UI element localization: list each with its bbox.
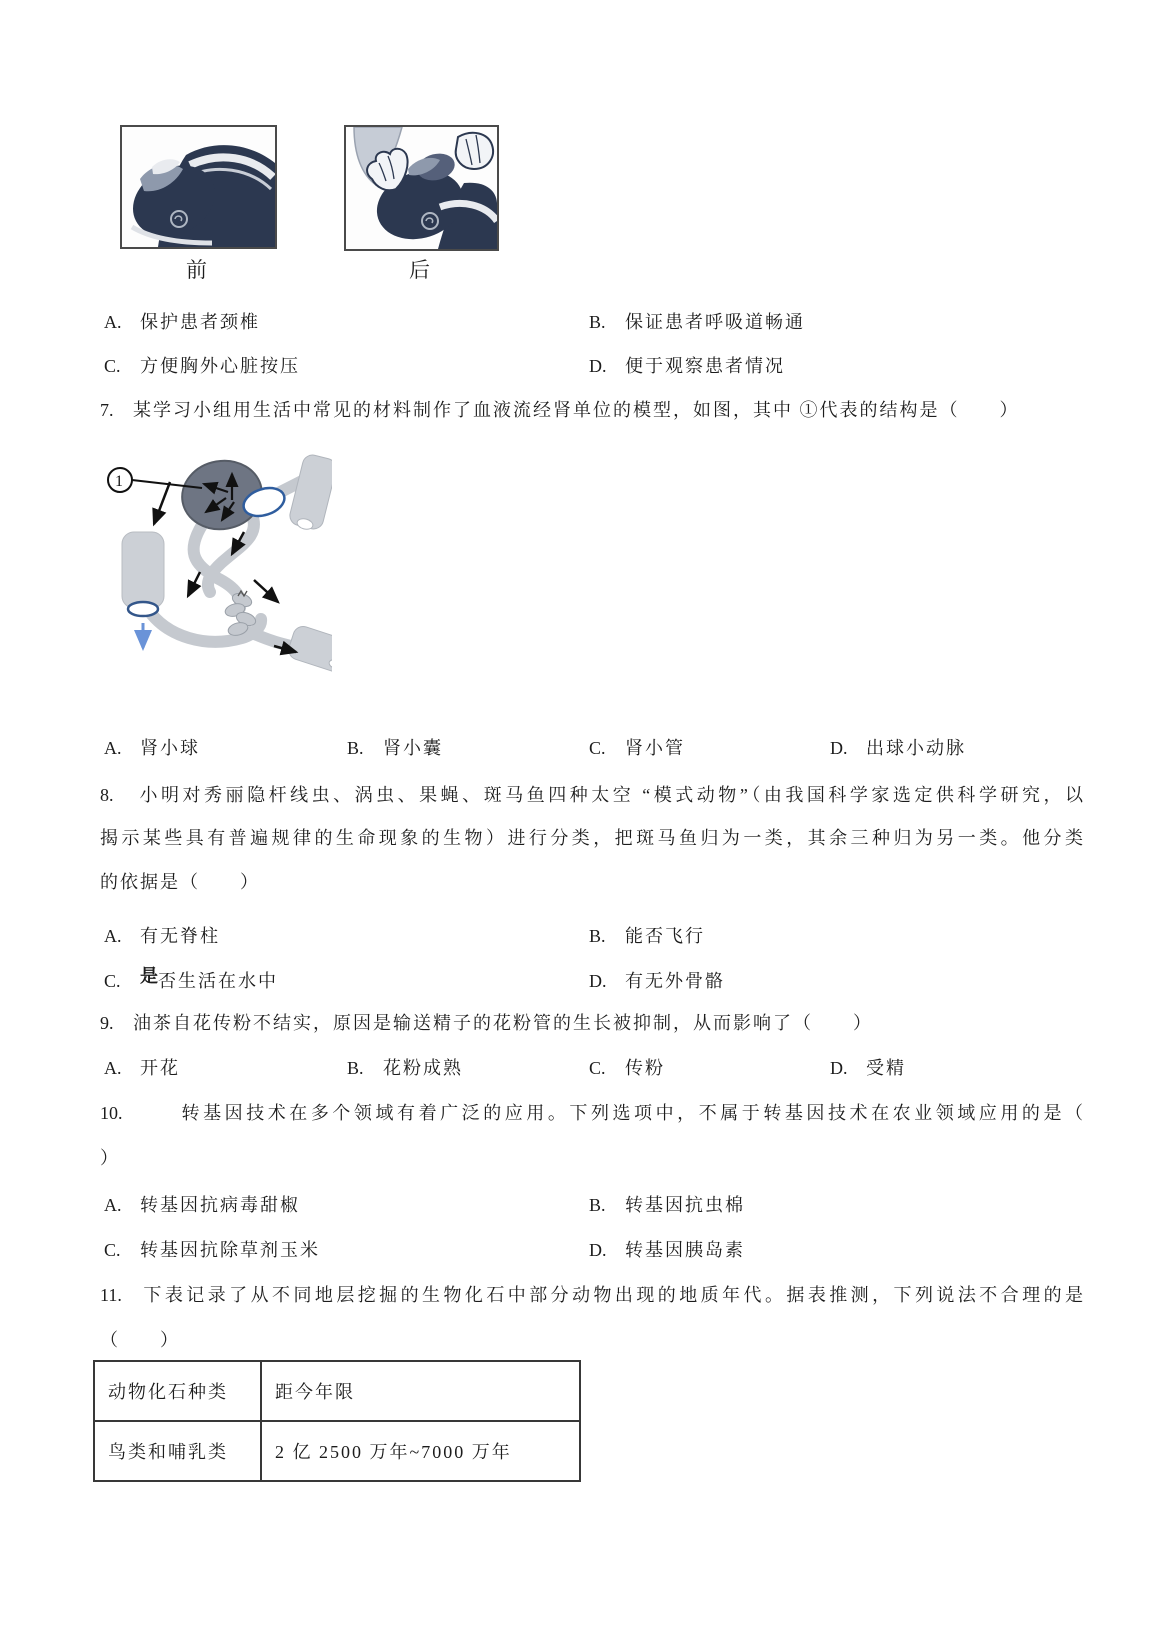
option-letter: A. [104, 312, 122, 332]
q10-stem-line1 [100, 1101, 1085, 1125]
q11-stem-text1: 下表记录了从不同地层挖掘的生物化石中部分动物出现的地质年代。据表推测，下列说法不合理的是 [142, 1285, 1085, 1305]
q7-option-d [830, 736, 966, 760]
option-letter: B. [589, 312, 606, 332]
option-label: 花粉成熟 [383, 1058, 463, 1078]
option-label: 肾小球 [140, 738, 200, 758]
q9-option-b [347, 1056, 463, 1080]
q6-option-c [104, 354, 300, 378]
q8-number: 8. [100, 785, 114, 805]
q8-stem-text1: 小明对秀丽隐杆线虫、涡虫、果蝇、斑马鱼四种太空 “模式动物”（由我国科学家选定供科学研究，以 [138, 785, 1085, 805]
q7-option-b [347, 736, 443, 760]
q10-option-a [104, 1193, 300, 1217]
q8-stem-line2: 揭示某些具有普遍规律的生命现象的生物）进行分类，把斑马鱼归为一类，其余三种归为另一类。他分类 [100, 828, 1085, 848]
option-letter: A. [104, 738, 122, 758]
q8-option-b [589, 924, 705, 948]
option-label: 有无脊柱 [140, 926, 220, 946]
table-header-age: 距今年限 [261, 1361, 580, 1421]
table-cell-animal-group: 鸟类和哺乳类 [94, 1421, 261, 1481]
option-label: 肾小管 [625, 738, 685, 758]
option-letter: B. [589, 926, 606, 946]
q7-option-c [589, 736, 685, 760]
q10-option-b [589, 1193, 745, 1217]
option-label: 开花 [140, 1058, 180, 1078]
q11-stem-line2: （ ） [100, 1330, 180, 1350]
option-label: 否生活在水中 [158, 971, 278, 991]
option-letter: D. [589, 356, 607, 376]
cpr-before-label: 前 [186, 258, 207, 282]
option-label: 出球小动脉 [866, 738, 966, 758]
q8-stem-line3: 的依据是（ ） [100, 872, 260, 892]
q10-option-c [104, 1238, 320, 1262]
cpr-before-image [120, 125, 277, 249]
option-label: 受精 [866, 1058, 906, 1078]
option-label: 转基因抗病毒甜椒 [140, 1195, 300, 1215]
option-label: 肾小囊 [383, 738, 443, 758]
table-row [94, 1361, 580, 1421]
cpr-before-illustration [122, 127, 275, 247]
q9-stem-text: 油茶自花传粉不结实，原因是输送精子的花粉管的生长被抑制，从而影响了（ ） [133, 1013, 873, 1033]
nephron-model-diagram [92, 440, 332, 672]
table-row [94, 1421, 580, 1481]
option-letter: B. [347, 1058, 364, 1078]
q11-stem-line1 [100, 1283, 1085, 1307]
q7-stem-text: 某学习小组用生活中常见的材料制作了血液流经肾单位的模型，如图，其中 ①代表的结构是（ ） [133, 400, 1020, 420]
q7-stem [100, 398, 1020, 422]
q6-option-d [589, 354, 785, 378]
q8-stem-line1 [100, 783, 1085, 807]
option-letter: A. [104, 926, 122, 946]
option-letter: B. [589, 1195, 606, 1215]
q7-option-a [104, 736, 200, 760]
cpr-after-image [344, 125, 499, 251]
q10-stem-line2: ） [100, 1148, 120, 1168]
option-label: 保护患者颈椎 [140, 312, 260, 332]
q8-option-d [589, 969, 725, 993]
option-letter: C. [589, 738, 606, 758]
table-cell-age-range: 2 亿 2500 万年~7000 万年 [261, 1421, 580, 1481]
option-letter: C. [104, 356, 121, 376]
q10-stem-text1: 转基因技术在多个领域有着广泛的应用。下列选项中，不属于转基因技术在农业领域应用的是（ [180, 1103, 1085, 1123]
option-label: 转基因抗除草剂玉米 [140, 1240, 320, 1260]
option-label: 方便胸外心脏按压 [140, 356, 300, 376]
option-letter: D. [830, 738, 848, 758]
q6-option-b [589, 310, 805, 334]
q9-stem [100, 1011, 873, 1035]
option-label: 有无外骨骼 [625, 971, 725, 991]
option-letter: A. [104, 1195, 122, 1215]
circle-1-text: 1 [115, 473, 125, 490]
q8-option-c [104, 966, 278, 993]
q9-option-d [830, 1056, 906, 1080]
fossil-table [93, 1360, 581, 1482]
option-letter: D. [589, 1240, 607, 1260]
option-letter: C. [589, 1058, 606, 1078]
cpr-after-label: 后 [409, 258, 430, 282]
q10-number: 10. [100, 1103, 123, 1123]
option-label: 保证患者呼吸道畅通 [625, 312, 805, 332]
q11-number: 11. [100, 1285, 122, 1305]
nephron-model-svg [92, 440, 332, 672]
q10-option-d [589, 1238, 745, 1262]
q9-option-a [104, 1056, 180, 1080]
option-letter: D. [589, 971, 607, 991]
outflow-opening [128, 602, 158, 616]
cpr-after-illustration [346, 127, 497, 249]
option-label: 便于观察患者情况 [625, 356, 785, 376]
q9-option-c [589, 1056, 665, 1080]
option-label: 传粉 [625, 1058, 665, 1078]
option-label: 能否飞行 [625, 926, 705, 946]
table-header-fossil-type: 动物化石种类 [94, 1361, 261, 1421]
option-letter: C. [104, 1240, 121, 1260]
fossil-table-wrap [93, 1360, 581, 1482]
q6-option-a [104, 310, 260, 334]
option-label: 转基因胰岛素 [625, 1240, 745, 1260]
option-letter: D. [830, 1058, 848, 1078]
q8-option-a [104, 924, 220, 948]
option-label-prefix: 是 [140, 966, 158, 986]
option-label: 转基因抗虫棉 [625, 1195, 745, 1215]
option-letter: A. [104, 1058, 122, 1078]
q7-number: 7. [100, 400, 114, 420]
option-letter: B. [347, 738, 364, 758]
q9-number: 9. [100, 1013, 114, 1033]
option-letter: C. [104, 971, 121, 991]
